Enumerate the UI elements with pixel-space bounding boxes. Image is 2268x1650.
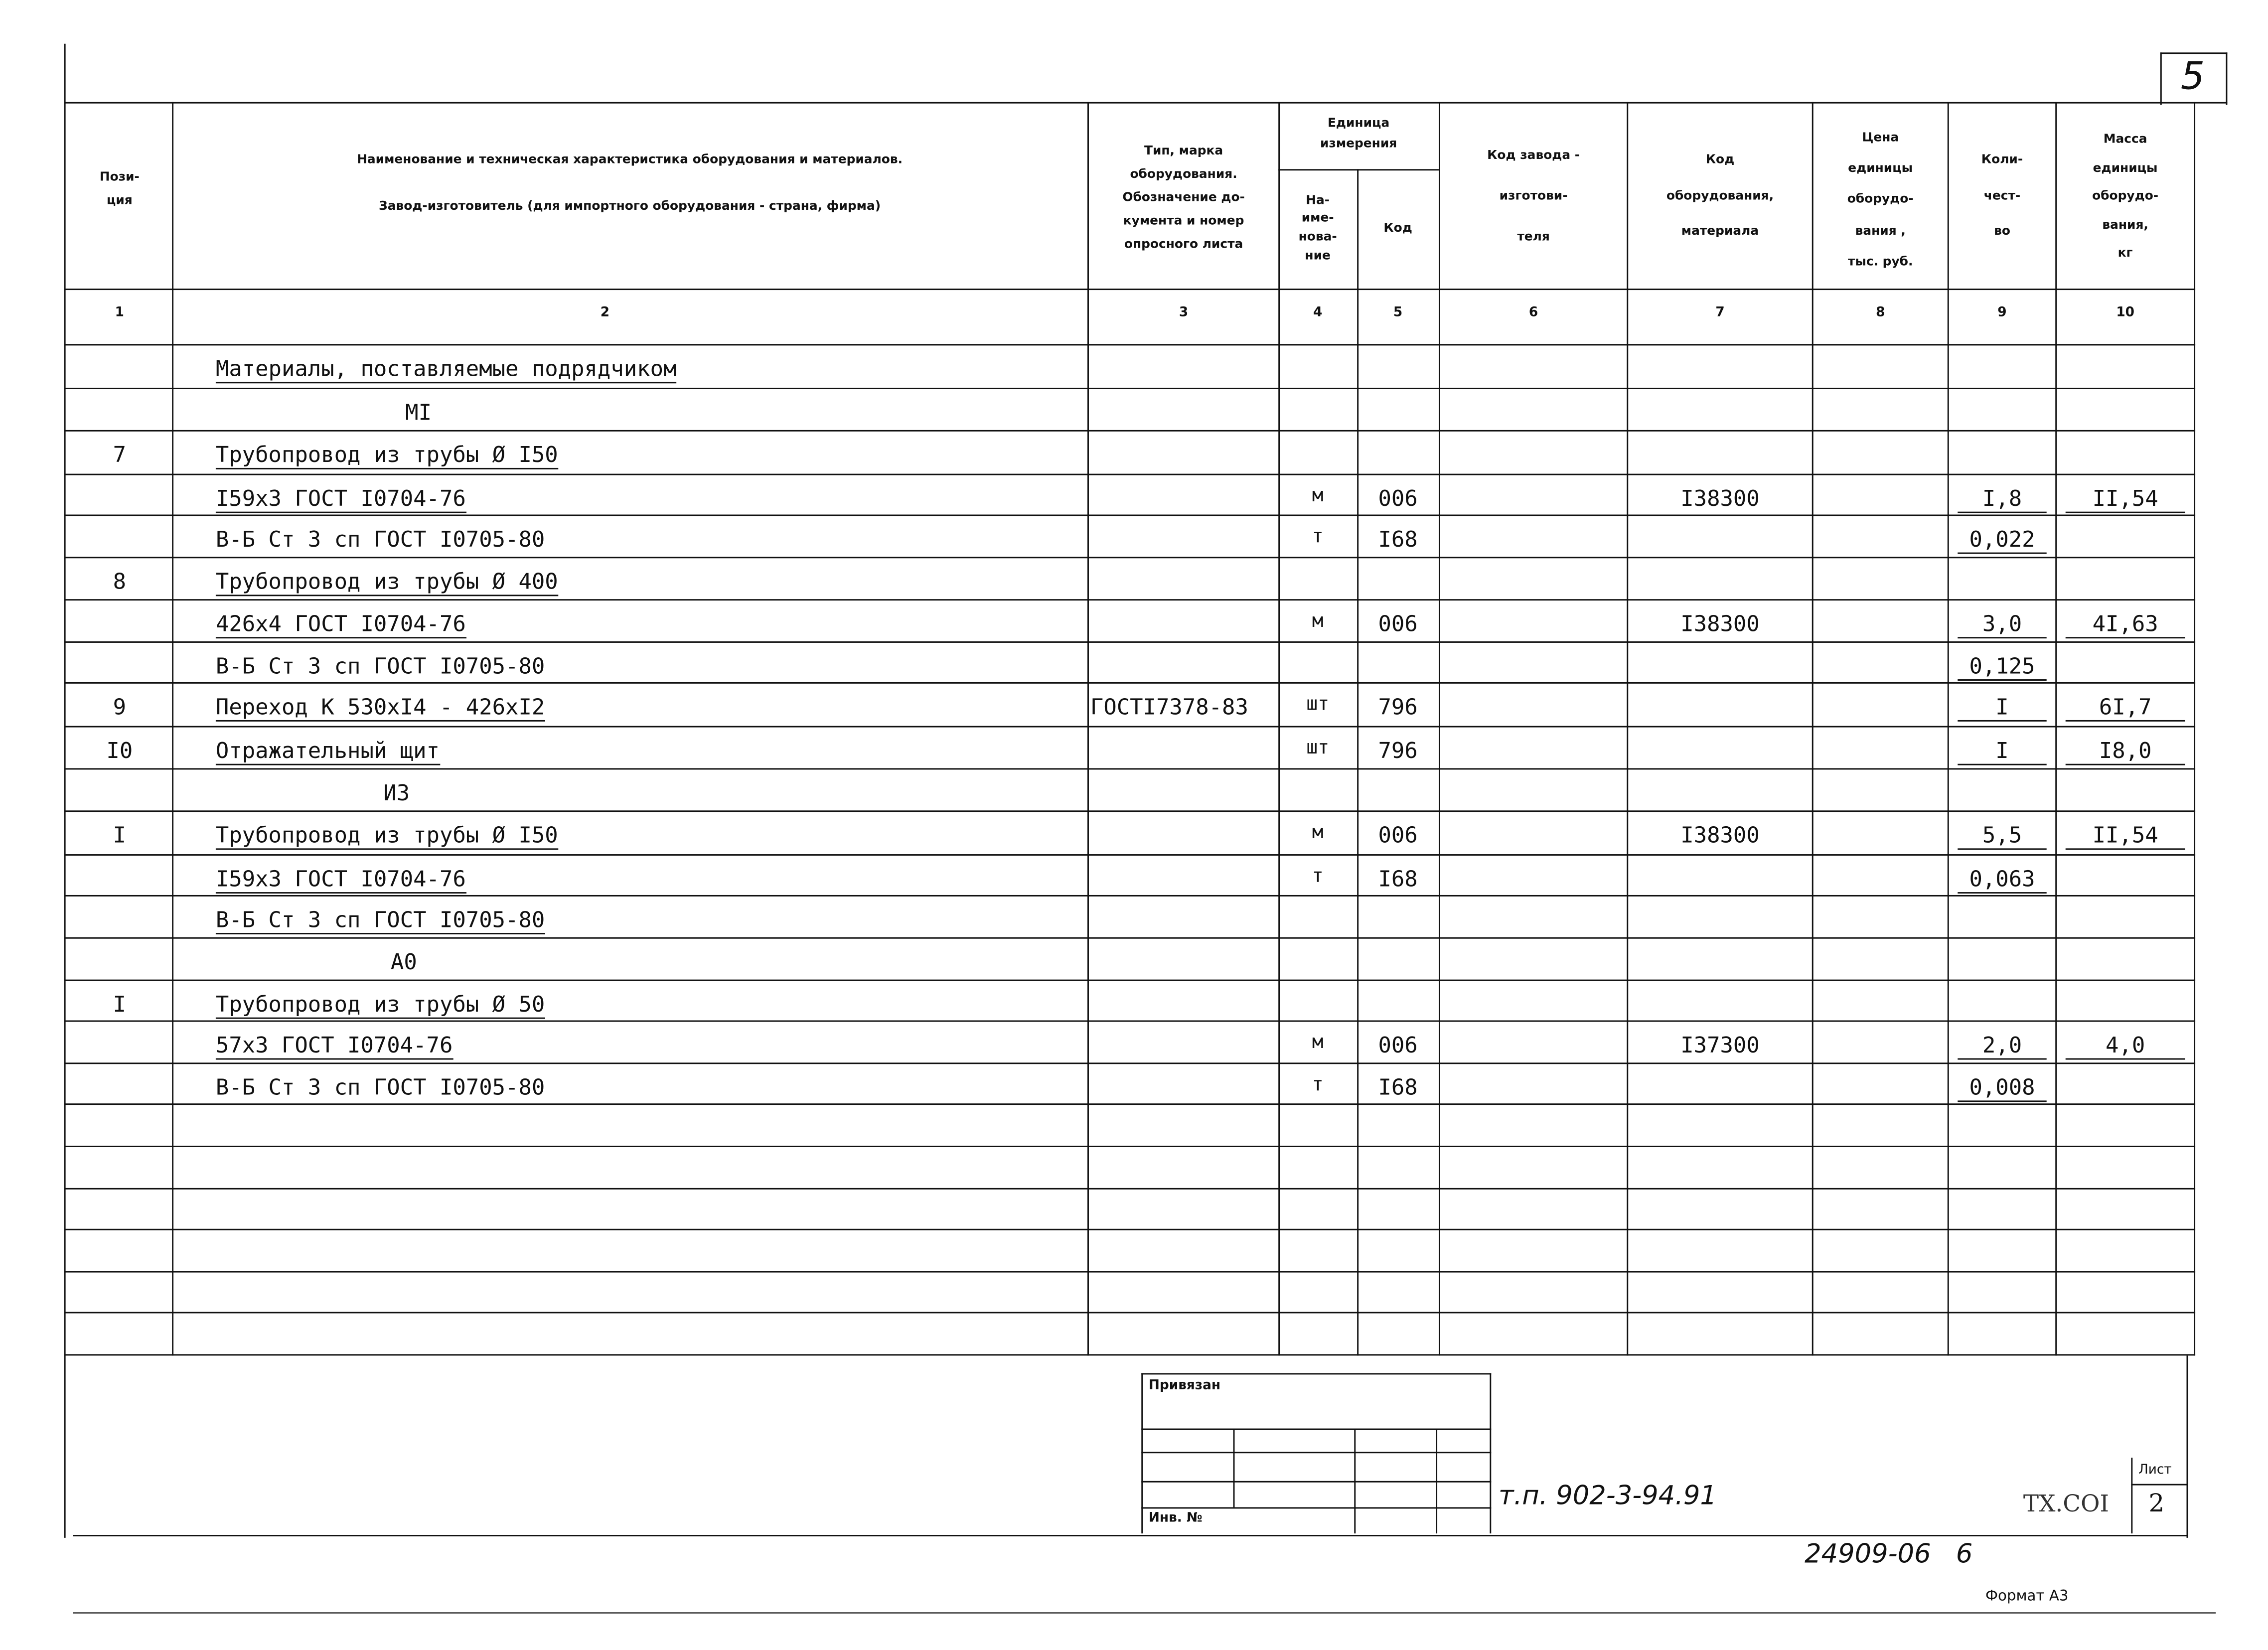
cell-mat: I38300 (1680, 822, 1760, 849)
cell-mass: 4I,63 (2066, 611, 2185, 639)
stamp-sheet-label: Лист (2138, 1463, 2172, 1478)
cell-name: В-Б Ст 3 сп ГОСТ I0705-80 (216, 906, 545, 934)
cell-pos: I (113, 822, 127, 849)
col-number: 7 (1715, 306, 1725, 321)
stamp-project-code: т.п. 902-3-94.91 (1498, 1481, 1717, 1512)
cell-code: I68 (1378, 1074, 1418, 1101)
cell-code: 006 (1378, 1032, 1418, 1058)
cell-code: 006 (1378, 822, 1418, 849)
col-number: 3 (1179, 306, 1189, 321)
cell-name: Трубопровод из трубы Ø 50 (216, 991, 545, 1019)
cell-qty: 0,063 (1958, 866, 2046, 894)
cell-unit: м (1312, 485, 1324, 507)
cell-unit: м (1312, 822, 1324, 844)
cell-pos: 9 (113, 694, 127, 720)
cell-qty: 3,0 (1958, 611, 2046, 639)
cell-code: 006 (1378, 610, 1418, 637)
cell-qty: 0,022 (1958, 526, 2046, 554)
stamp-inv-label: Инв. № (1148, 1511, 1203, 1526)
header-material-code: Код оборудования, материала (1666, 153, 1774, 240)
cell-code: 796 (1378, 694, 1418, 720)
cell-mat: I37300 (1680, 1032, 1760, 1058)
sheet-corner-number: 5 (2180, 55, 2205, 99)
cell-unit: шт (1306, 738, 1330, 759)
header-unit-name: На- име- нова- ние (1298, 193, 1337, 264)
cell-name: Трубопровод из трубы Ø 400 (216, 569, 558, 597)
cell-mass: II,54 (2066, 822, 2185, 850)
header-name-line1: Наименование и техническая характеристика оборудования и материалов. (357, 152, 903, 168)
stamp-sheet-number: 2 (2148, 1490, 2165, 1519)
cell-name: I59х3 ГОСТ I0704-76 (216, 485, 466, 513)
cell-pos: 7 (113, 442, 127, 468)
stamp-bound-label: Привязан (1148, 1379, 1221, 1394)
cell-name: 426х4 ГОСТ I0704-76 (216, 611, 466, 639)
cell-name: В-Б Ст 3 сп ГОСТ I0705-80 (215, 653, 545, 680)
cell-name: А0 (390, 949, 417, 975)
cell-pos: I0 (106, 738, 133, 764)
cell-qty: 0,125 (1958, 653, 2046, 681)
stamp-doc-code: ТХ.СОI (2023, 1490, 2109, 1517)
cell-pos: I (113, 991, 127, 1018)
header-unit-group: Единица измерения (1320, 117, 1397, 152)
cell-code: 796 (1378, 738, 1418, 764)
header-mass: Масса единицы оборудо- вания, кг (2092, 133, 2159, 262)
cell-name: В-Б Ст 3 сп ГОСТ I0705-80 (215, 1074, 545, 1101)
col-number: 6 (1528, 306, 1538, 321)
header-doc: Тип, марка оборудования. Обозначение до- кумента и номер опросного листа (1122, 144, 1245, 253)
footer-format-label: Формат А3 (1985, 1589, 2069, 1605)
cell-code: I68 (1378, 526, 1418, 553)
header-position: Пози- ция (99, 170, 140, 209)
cell-code: I68 (1378, 866, 1418, 893)
cell-pos: 8 (113, 568, 127, 595)
cell-mat: I38300 (1680, 610, 1760, 637)
cell-unit: м (1312, 610, 1324, 633)
cell-qty: 0,008 (1958, 1074, 2046, 1102)
cell-qty: I (1958, 738, 2046, 765)
cell-mass: II,54 (2066, 485, 2185, 513)
cell-name: I59х3 ГОСТ I0704-76 (216, 866, 466, 894)
footer-handwritten-number: 24909-06 6 (1805, 1539, 1973, 1570)
cell-mass: I8,0 (2066, 738, 2185, 765)
cell-name: Трубопровод из трубы Ø I50 (216, 822, 558, 850)
cell-unit: т (1312, 1074, 1324, 1096)
cell-code: 006 (1378, 485, 1418, 512)
cell-qty: I,8 (1958, 485, 2046, 513)
cell-qty: 5,5 (1958, 822, 2046, 850)
col-number: 9 (1997, 306, 2007, 321)
cell-unit: т (1312, 866, 1324, 888)
col-number: 8 (1876, 306, 1885, 321)
cell-mat: I38300 (1680, 485, 1760, 512)
cell-unit: шт (1306, 694, 1330, 716)
cell-qty: I (1958, 694, 2046, 722)
cell-unit: т (1312, 526, 1324, 548)
header-name-line2: Завод-изготовитель (для импортного оборудования - страна, фирма) (379, 199, 881, 214)
cell-name: В-Б Ст 3 сп ГОСТ I0705-80 (215, 526, 545, 553)
cell-name: Переход К 530хI4 - 426хI2 (216, 694, 545, 722)
col-number: 1 (115, 306, 124, 321)
cell-name: Материалы, поставляемые подрядчиком (216, 356, 677, 384)
col-number: 2 (600, 306, 610, 321)
cell-mass: 4,0 (2066, 1032, 2185, 1060)
cell-name: Отражательный щит (216, 738, 440, 765)
cell-qty: 2,0 (1958, 1032, 2046, 1060)
header-unit-code: Код (1383, 221, 1412, 236)
cell-mass: 6I,7 (2066, 694, 2185, 722)
header-plant-code: Код завода - изготови- теля (1487, 149, 1580, 245)
header-quantity: Коли- чест- во (1981, 153, 2023, 240)
cell-name: 57х3 ГОСТ I0704-76 (216, 1032, 453, 1060)
col-number: 4 (1313, 306, 1323, 321)
col-number: 5 (1393, 306, 1403, 321)
col-number: 10 (2116, 306, 2134, 321)
cell-unit: м (1312, 1032, 1324, 1054)
cell-name: ИЗ (383, 779, 410, 806)
cell-name: Трубопровод из трубы Ø I50 (216, 442, 558, 469)
cell-name: МI (405, 399, 432, 426)
cell-doc: ГОСТI7378-83 (1090, 694, 1248, 720)
header-price: Цена единицы оборудо- вания , тыс. руб. (1847, 131, 1914, 270)
